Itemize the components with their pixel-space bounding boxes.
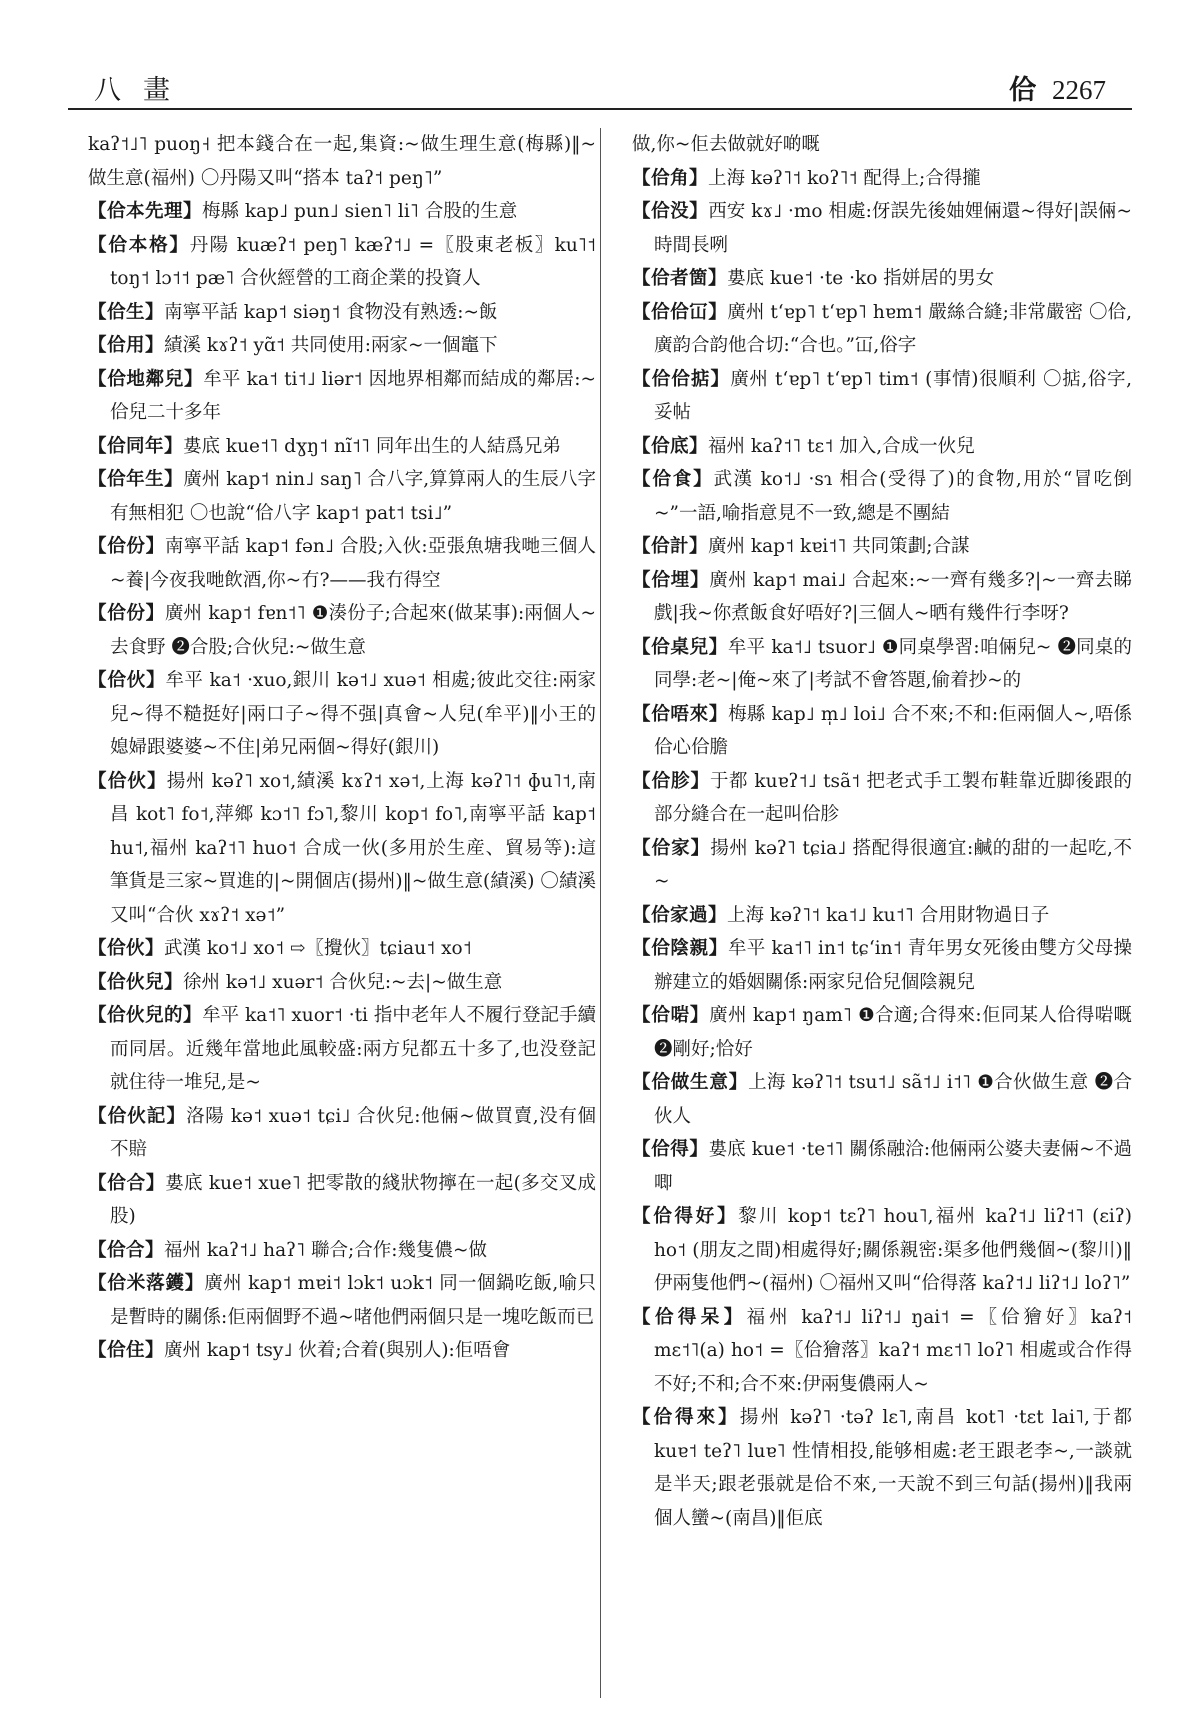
dictionary-entry (632, 1200, 1132, 1301)
entry-headword: 【佮得來】 (632, 1407, 740, 1428)
entry-headword: 【佮伙】 (88, 770, 167, 792)
dictionary-entry (88, 530, 596, 597)
dictionary-entry (88, 363, 596, 430)
entry-headword: 【佮家過】 (632, 904, 728, 926)
dictionary-entry (88, 1334, 596, 1368)
entry-headword: 【佮佮冚】 (632, 301, 728, 323)
page-header (68, 64, 1132, 110)
dictionary-entry (632, 430, 1132, 464)
entry-headword: 【佮底】 (632, 435, 709, 457)
right-column (632, 128, 1132, 1704)
dictionary-entry (632, 296, 1132, 363)
dictionary-entry (632, 999, 1132, 1066)
entry-definition: 廣州 kap˦ fɐn˦˥ ❶湊份子;合起來(做某事):兩個人~去食野 ❷合股;合伙兒:~做生意 (110, 603, 596, 658)
entry-headword: 【佮份】 (88, 603, 165, 624)
dictionary-entry (88, 1267, 596, 1334)
entry-headword: 【佮唔來】 (632, 703, 729, 725)
entry-definition: 上海 kəʔ˥˦ tsu˦˩ sã˦˩ i˦˥ ❶合伙做生意 ❷合伙人 (654, 1072, 1132, 1127)
entry-headword: 【佮用】 (88, 335, 165, 356)
section-title: 八畫 (94, 75, 192, 106)
entry-headword: 【佮得】 (632, 1139, 709, 1160)
entry-definition: 武漢 ko˦˩ ·sɿ 相合(受得了)的食物,用於“冒吃倒~”一語,喻指意見不一致,總是不團結 (654, 469, 1132, 524)
entry-headword: 【佮份】 (88, 536, 165, 557)
dictionary-entry (632, 698, 1132, 765)
entry-definition: 牟平 ka˦ ·xuo,銀川 kə˦˩ xuə˦ 相處;彼此交往:兩家兒~得不糙挺好|兩口子~得不强|真會~人兒(牟平)‖小王的媳婦跟婆婆~不住|弟兄兩個~得好(銀川) (110, 670, 596, 758)
entry-headword: 【佮做生意】 (632, 1072, 749, 1093)
entry-definition: 福州 kaʔ˦˩ liʔ˦˩ ŋai˦ =〖佮獪好〗kaʔ˦ mɛ˦˥(a) ho˦ =〖佮獪落〗kaʔ˦ mɛ˦˥ loʔ˥ 相處或合作得不好;不和;合不來:伊兩隻儂兩人~ (654, 1306, 1132, 1395)
dictionary-entry (88, 966, 596, 1000)
entry-definition: 牟平 ka˦ ti˦˩ liər˦ 因地界相鄰而結成的鄰居:~佮兒二十多年 (110, 368, 596, 423)
entry-definition: 做,你~佢去做就好啲嘅 (632, 134, 820, 155)
entry-definition: 廣州 tʻɐp˥ tʻɐp˥ tim˦ (事情)很順利 〇掂,俗字,妥帖 (654, 368, 1132, 423)
dictionary-entry (88, 463, 596, 530)
dictionary-entry (88, 195, 596, 229)
entry-headword: 【佮年生】 (88, 469, 184, 490)
dictionary-entry (88, 329, 596, 363)
entry-headword: 【佮合】 (88, 1239, 165, 1261)
entry-definition: 上海 kəʔ˥˦ koʔ˥˦ 配得上;合得攏 (708, 167, 981, 189)
entry-definition: 廣州 kap˦ nin˩ saŋ˥ 合八字,算算兩人的生辰八字有無相犯 〇也說“佮八字 kap˦ pat˦ tsi˩” (110, 469, 596, 524)
dictionary-entry (632, 1301, 1132, 1402)
dictionary-entry (632, 162, 1132, 196)
page-number: 2267 (1052, 75, 1106, 105)
entry-headword: 【佮米落鑊】 (88, 1273, 205, 1294)
dictionary-entry (88, 664, 596, 765)
entry-definition: 婁底 kue˦ ·te ·ko 指姘居的男女 (727, 268, 995, 289)
dictionary-entry (88, 296, 596, 330)
dictionary-entry (632, 363, 1132, 430)
dictionary-entry (632, 1401, 1132, 1535)
entry-headword: 【佮合】 (88, 1172, 166, 1194)
dictionary-entry (88, 430, 596, 464)
entry-headword: 【佮胗】 (632, 770, 710, 792)
dictionary-entry (632, 765, 1132, 832)
entry-definition: 福州 kaʔ˦˩ haʔ˥ 聯合;合作:幾隻儂~做 (164, 1239, 488, 1261)
head-character: 佮 (1009, 75, 1036, 106)
dictionary-entry (632, 1133, 1132, 1200)
entry-headword: 【佮計】 (632, 536, 709, 557)
dictionary-entry (88, 1234, 596, 1268)
entry-headword: 【佮得好】 (632, 1206, 739, 1227)
entry-definition: 婁底 kue˦ ·te˦˥ 關係融洽:他倆兩公婆夫妻倆~不過唧 (654, 1139, 1132, 1194)
entry-definition: 黎川 kop˦ tɛʔ˥ hou˥,福州 kaʔ˦˩ liʔ˦˥ (ɛiʔ) ho˦ (朋友之間)相處得好;關係親密:渠多他們幾個~(黎川)‖伊兩隻他們~(福州) 〇福州又叫“佮得落 kaʔ˦˩ liʔ˦˩ loʔ˥” (654, 1206, 1132, 1294)
entry-headword: 【佮地鄰兒】 (88, 368, 204, 390)
entry-definition: 廣州 kap˦ kɐi˦˥ 共同策劃;合謀 (708, 536, 970, 557)
dictionary-entry (632, 932, 1132, 999)
dictionary-entry (632, 564, 1132, 631)
entry-definition: 廣州 kap˦ mai˩ 合起來:~一齊有幾多?|~一齊去睇戲|我~你煮飯食好唔好?|三個人~晒有幾件行李呀? (654, 569, 1132, 624)
entry-definition: 梅縣 kap˩ pun˩ sien˥ li˥ 合股的生意 (202, 201, 518, 222)
entry-headword: 【佮家】 (632, 837, 711, 859)
dictionary-entry (88, 128, 596, 195)
dictionary-entry (632, 262, 1132, 296)
entry-headword: 【佮者箇】 (632, 268, 728, 289)
dictionary-entry (88, 229, 596, 296)
entry-headword: 【佮伙兒】 (88, 971, 184, 993)
dictionary-entry (632, 832, 1132, 899)
dictionary-body (88, 128, 1132, 1704)
entry-headword: 【佮伙記】 (88, 1105, 187, 1127)
entry-headword: 【佮伙】 (88, 938, 165, 959)
dictionary-entry (632, 899, 1132, 933)
entry-definition: 武漢 ko˦˩ xo˦ ⇨〖攪伙〗tɕiau˦ xo˦ (164, 938, 472, 959)
entry-definition: 上海 kəʔ˥˦ ka˦˩ ku˦˥ 合用財物過日子 (727, 904, 1050, 926)
entry-definition: 牟平 ka˦˩ tsuor˩ ❶同桌學習:咱倆兒~ ❷同桌的同學:老~|俺~來了|考試不會答題,偷着抄~的 (654, 636, 1132, 691)
entry-definition: 揚州 kəʔ˥ tɕia˩ 搭配得很適宜:鹹的甜的一起吃,不~ (654, 837, 1132, 892)
entry-headword: 【佮得呆】 (632, 1306, 747, 1328)
entry-definition: 于都 kuɐʔ˦˩ tsã˦ 把老式手工製布鞋靠近脚後跟的部分縫合在一起叫佮胗 (654, 770, 1132, 825)
entry-definition: 揚州 kəʔ˥ xo˦,績溪 kɤʔ˦ xə˦,上海 kəʔ˥˦ ɸu˥˦,南昌 kot˥ fo˦,萍鄉 kɔ˦˥ fɔ˥,黎川 kop˦ fo˥,南寧平話 kap˦ hu˦,福州 kaʔ˦˥ huo˦ 合成一伙(多用於生産、貿易等):這筆貨是三家~買進的|~開個店(揚州)‖~做生意(績溪) 〇績溪又叫“合伙 xɤʔ˦ xə˦” (110, 770, 596, 926)
entry-definition: 廣州 kap˦ ŋam˥ ❶合適;合得來:佢同某人佮得啱嘅 ❷剛好;恰好 (654, 1005, 1132, 1060)
entry-definition: 婁底 kue˦˥ dɣŋ˦ nĩ˦˥ 同年出生的人結爲兄弟 (183, 435, 561, 457)
entry-definition: 廣州 kap˦ tsy˩ 伙着;合着(與别人):佢唔會 (164, 1340, 511, 1361)
entry-definition: 廣州 kap˦ mɐi˦ lɔk˦ uɔk˦ 同一個鍋吃飯,喻只是暫時的關係:佢兩個野不過~啫他們兩個只是一塊吃飯而已 (110, 1273, 596, 1328)
dictionary-entry (632, 195, 1132, 262)
entry-headword: 【佮伙】 (88, 670, 166, 691)
entry-headword: 【佮生】 (88, 301, 165, 323)
entry-headword: 【佮啱】 (632, 1005, 710, 1026)
entry-definition: 梅縣 kap˩ m̩˩ loi˩ 合不來;不和:佢兩個人~,唔係佮心佮膽 (654, 703, 1132, 758)
entry-definition: 西安 kɤ˩ ·mo 相處:伢誤先後妯娌倆還~得好|誤倆~時間長咧 (654, 201, 1132, 256)
entry-headword: 【佮本格】 (88, 234, 190, 256)
entry-headword: 【佮埋】 (632, 569, 710, 591)
entry-definition: 牟平 ka˦˥ xuor˦ ·ti 指中老年人不履行登記手續而同居。近幾年當地此風較盛:兩方兒都五十多了,也没登記就住待一堆兒,是~ (110, 1005, 596, 1093)
dictionary-entry (632, 631, 1132, 698)
dictionary-entry (632, 463, 1132, 530)
dictionary-entry (632, 1066, 1132, 1133)
running-head (1009, 68, 1106, 107)
entry-headword: 【佮佮掂】 (632, 368, 731, 390)
entry-definition: 牟平 ka˦˥ in˦ tɕʻin˦ 青年男女死後由雙方父母操辦建立的婚姻關係:兩家兒佮兒個陰親兒 (654, 938, 1132, 993)
dictionary-entry (88, 999, 596, 1100)
entry-definition: 丹陽 kuæʔ˦ peŋ˥ kæʔ˦˩ =〖股東老板〗ku˥˦ toŋ˦ lɔ˦˦ pæ˥ 合伙經營的工商企業的投資人 (110, 234, 596, 289)
dictionary-entry (88, 765, 596, 933)
entry-definition: kaʔ˦˩˥ puoŋ˧ 把本錢合在一起,集資:~做生理生意(梅縣)‖~做生意(福州) 〇丹陽又叫“搭本 taʔ˦ peŋ˥” (88, 134, 596, 189)
dictionary-entry (632, 128, 1132, 162)
entry-definition: 南寧平話 kap˦ fən˩ 合股;入伙:亞張魚塘我哋三個人~養|今夜我哋飲酒,你~冇?——我冇得空 (110, 536, 596, 591)
entry-definition: 婁底 kue˦ xue˥ 把零散的綫狀物擰在一起(多交叉成股) (110, 1172, 596, 1227)
dictionary-entry (632, 530, 1132, 564)
dictionary-entry (88, 1100, 596, 1167)
entry-definition: 揚州 kəʔ˥ ·təʔ lɛ˥,南昌 kot˥ ·tɛt lai˥,于都 kuɐ˦ teʔ˥ luɐ˥ 性情相投,能够相處:老王跟老李~,一談就是半天;跟老張就是佮不來,一天說不到三句話(揚州)‖我兩個人蠻~(南昌)‖佢底 (654, 1407, 1132, 1529)
entry-headword: 【佮陰親】 (632, 938, 728, 959)
entry-headword: 【佮桌兒】 (632, 636, 728, 658)
entry-headword: 【佮伙兒的】 (88, 1005, 203, 1026)
entry-headword: 【佮没】 (632, 201, 709, 222)
left-column (88, 128, 596, 1704)
entry-headword: 【佮角】 (632, 167, 709, 189)
entry-definition: 南寧平話 kap˦ siəŋ˦ 食物没有熟透:~飯 (164, 301, 498, 323)
dictionary-entry (88, 597, 596, 664)
dictionary-entry (88, 932, 596, 966)
entry-definition: 福州 kaʔ˦˥ tɛ˦ 加入,合成一伙兒 (708, 435, 975, 457)
entry-headword: 【佮食】 (632, 469, 714, 490)
entry-headword: 【佮住】 (88, 1340, 165, 1361)
entry-headword: 【佮同年】 (88, 435, 184, 457)
entry-definition: 績溪 kɤʔ˦ yɑ̃˦ 共同使用:兩家~一個竈下 (164, 335, 498, 356)
dictionary-entry (88, 1167, 596, 1234)
entry-headword: 【佮本先理】 (88, 201, 203, 222)
entry-definition: 徐州 kə˦˩ xuər˦ 合伙兒:~去|~做生意 (183, 971, 503, 993)
entry-definition: 廣州 tʻɐp˥ tʻɐp˥ hɐm˦ 嚴絲合縫;非常嚴密 〇佮,廣韵合韵他合切:“合也。”冚,俗字 (654, 301, 1132, 356)
entry-definition: 洛陽 kə˦ xuə˦ tɕi˩ 合伙兒:他倆~做買賣,没有個不賠 (110, 1105, 596, 1160)
